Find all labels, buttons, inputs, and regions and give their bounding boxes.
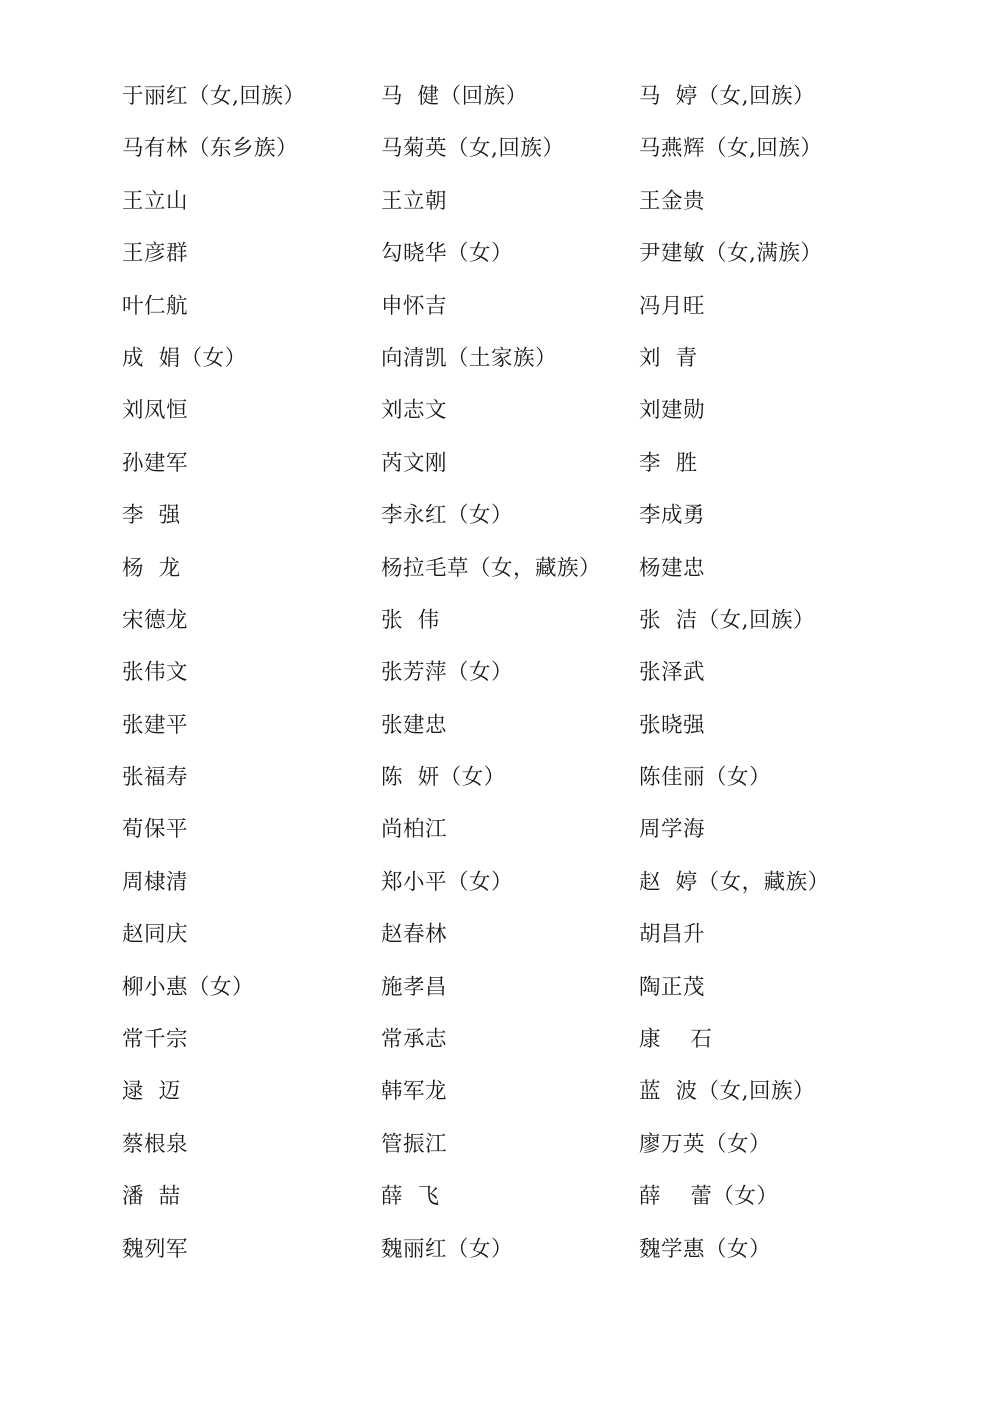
name-row [122, 757, 882, 809]
name-list [122, 76, 882, 1281]
name-entry: 杨 龙 [122, 555, 181, 581]
name-entry: 薛 蕾（女） [639, 1184, 779, 1210]
name-row [122, 548, 882, 600]
name-entry: 成 娟（女） [122, 345, 247, 371]
name-entry: 常承志 [381, 1027, 448, 1053]
name-row [122, 1019, 882, 1071]
name-row [122, 286, 882, 338]
name-entry: 王金贵 [639, 188, 706, 214]
name-entry: 魏丽红（女） [381, 1236, 514, 1262]
name-entry: 胡昌升 [639, 922, 706, 948]
name-entry: 廖万英（女） [639, 1131, 772, 1157]
name-entry: 于丽红（女,回族） [122, 84, 306, 109]
name-entry: 柳小惠（女） [122, 974, 255, 1000]
name-entry: 周棣清 [122, 869, 189, 895]
name-entry: 马有林（东乡族） [122, 136, 299, 162]
name-entry: 王立山 [122, 188, 189, 214]
name-row [122, 914, 882, 966]
name-entry: 李 强 [122, 503, 181, 529]
name-entry: 张建平 [122, 712, 189, 738]
name-entry: 尚柏江 [381, 817, 448, 843]
name-entry: 李成勇 [639, 503, 706, 529]
name-entry: 赵同庆 [122, 922, 189, 948]
name-entry: 魏列军 [122, 1236, 189, 1262]
name-entry: 逯 迈 [122, 1079, 181, 1105]
name-entry: 刘凤恒 [122, 398, 189, 424]
name-entry: 王彦群 [122, 241, 189, 267]
name-row [122, 705, 882, 757]
name-row [122, 76, 882, 128]
name-entry: 马燕辉（女,回族） [639, 136, 823, 162]
name-entry: 孙建军 [122, 450, 189, 476]
name-entry: 管振江 [381, 1131, 448, 1157]
name-entry: 刘 青 [639, 345, 698, 371]
name-row [122, 967, 882, 1019]
name-entry: 张福寿 [122, 765, 189, 791]
name-entry: 申怀吉 [381, 293, 448, 319]
name-entry: 李永红（女） [381, 503, 514, 529]
name-entry: 郑小平（女） [381, 869, 514, 895]
name-entry: 蓝 波（女,回族） [639, 1079, 816, 1105]
name-row [122, 181, 882, 233]
name-entry: 陈佳丽（女） [639, 765, 772, 791]
name-entry: 马 婷（女,回族） [639, 84, 816, 109]
name-entry: 韩军龙 [381, 1079, 448, 1105]
name-entry: 蔡根泉 [122, 1131, 189, 1157]
name-entry: 宋德龙 [122, 607, 189, 633]
name-row [122, 1176, 882, 1228]
name-entry: 杨建忠 [639, 555, 706, 581]
name-entry: 张芳萍（女） [381, 660, 514, 686]
name-entry: 张晓强 [639, 712, 706, 738]
name-entry: 勾晓华（女） [381, 241, 514, 267]
name-row [122, 862, 882, 914]
name-entry: 杨拉毛草（女，藏族） [381, 555, 602, 581]
name-entry: 康 石 [639, 1027, 713, 1053]
name-entry: 施孝昌 [381, 974, 448, 1000]
name-row [122, 652, 882, 704]
name-entry: 马 健（回族） [381, 84, 528, 109]
name-row [122, 338, 882, 390]
name-entry: 魏学惠（女） [639, 1236, 772, 1262]
name-entry: 张伟文 [122, 660, 189, 686]
name-row [122, 495, 882, 547]
name-entry: 潘 喆 [122, 1184, 181, 1210]
name-entry: 冯月旺 [639, 293, 706, 319]
name-entry: 周学海 [639, 817, 706, 843]
name-entry: 刘志文 [381, 398, 448, 424]
name-entry: 陶正茂 [639, 974, 706, 1000]
name-entry: 叶仁航 [122, 293, 189, 319]
name-row [122, 128, 882, 180]
name-entry: 荀保平 [122, 817, 189, 843]
name-entry: 张泽武 [639, 660, 706, 686]
name-entry: 张 伟 [381, 607, 440, 633]
name-entry: 尹建敏（女,满族） [639, 241, 823, 267]
name-row [122, 233, 882, 285]
name-entry: 王立朝 [381, 188, 448, 214]
name-entry: 向清凯（土家族） [381, 345, 558, 371]
name-entry: 马菊英（女,回族） [381, 136, 565, 162]
name-entry: 常千宗 [122, 1027, 189, 1053]
name-entry: 李 胜 [639, 450, 698, 476]
name-entry: 赵 婷（女，藏族） [639, 869, 830, 895]
name-entry: 张 洁（女,回族） [639, 607, 816, 633]
name-entry: 芮文刚 [381, 450, 448, 476]
name-entry: 陈 妍（女） [381, 765, 506, 791]
name-row [122, 1124, 882, 1176]
name-entry: 张建忠 [381, 712, 448, 738]
name-row [122, 390, 882, 442]
name-row [122, 1229, 882, 1281]
name-entry: 刘建勋 [639, 398, 706, 424]
name-row [122, 443, 882, 495]
name-row [122, 600, 882, 652]
name-row [122, 1071, 882, 1123]
name-row [122, 809, 882, 861]
name-entry: 赵春林 [381, 922, 448, 948]
name-entry: 薛 飞 [381, 1184, 440, 1210]
